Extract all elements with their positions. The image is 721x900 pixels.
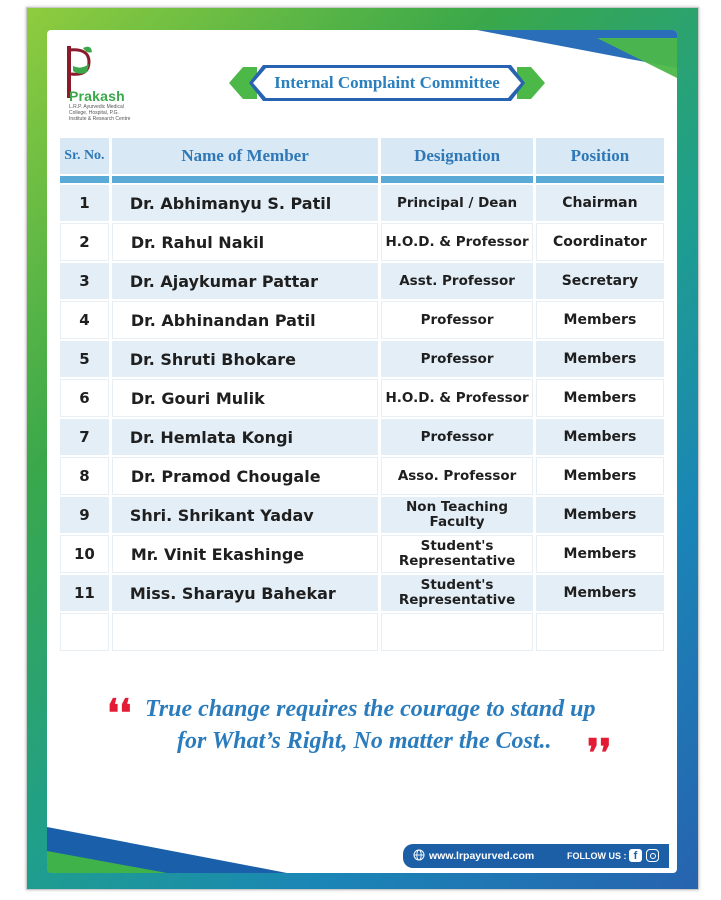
facebook-icon[interactable]: f — [629, 849, 642, 862]
table-row — [60, 535, 664, 573]
cell-position: Members — [536, 379, 664, 417]
table-row — [60, 457, 664, 495]
quote-close-icon: ❜❜ — [587, 730, 612, 775]
corner-decoration-bottom-green — [47, 851, 167, 873]
cell-designation: Student's Representative — [381, 575, 533, 611]
cell-empty — [60, 613, 109, 651]
table-row — [60, 419, 664, 455]
follow-us-label: FOLLOW US : — [567, 851, 627, 861]
cell-position: Members — [536, 497, 664, 533]
instagram-icon[interactable] — [646, 849, 659, 862]
cell-empty — [536, 613, 664, 651]
cell-designation: H.O.D. & Professor — [381, 223, 533, 261]
cell-name: Dr. Abhimanyu S. Patil — [112, 185, 378, 221]
cell-name: Dr. Hemlata Kongi — [112, 419, 378, 455]
cell-designation: Professor — [381, 419, 533, 455]
cell-position: Coordinator — [536, 223, 664, 261]
table-row — [60, 223, 664, 261]
college-logo — [59, 40, 129, 120]
cell-designation: Professor — [381, 341, 533, 377]
table-row — [60, 341, 664, 377]
globe-icon — [413, 849, 425, 861]
stripe-cell — [536, 176, 664, 183]
cell-name: Mr. Vinit Ekashinge — [112, 535, 378, 573]
poster-body — [47, 30, 677, 873]
corner-decoration-green — [597, 38, 677, 78]
table-row-empty — [60, 613, 664, 651]
cell-designation: Asst. Professor — [381, 263, 533, 299]
cell-name: Shri. Shrikant Yadav — [112, 497, 378, 533]
cell-name: Dr. Rahul Nakil — [112, 223, 378, 261]
cell-empty — [381, 613, 533, 651]
table-row — [60, 263, 664, 299]
title-banner — [229, 63, 545, 103]
cell-designation: H.O.D. & Professor — [381, 379, 533, 417]
cell-sr: 3 — [60, 263, 109, 299]
cell-sr: 4 — [60, 301, 109, 339]
logo-name: Prakash — [69, 88, 125, 104]
table-header-row — [60, 138, 664, 174]
header-designation: Designation — [381, 138, 533, 174]
table-row — [60, 185, 664, 221]
quote-line-2: for What’s Right, No matter the Cost.. — [177, 728, 552, 754]
cell-sr: 5 — [60, 341, 109, 377]
cell-sr: 8 — [60, 457, 109, 495]
stripe-cell — [60, 176, 109, 183]
cell-sr: 2 — [60, 223, 109, 261]
cell-position: Chairman — [536, 185, 664, 221]
stripe-cell — [112, 176, 378, 183]
cell-name: Dr. Shruti Bhokare — [112, 341, 378, 377]
cell-name: Dr. Abhinandan Patil — [112, 301, 378, 339]
quote-line-1: True change requires the courage to stand up — [145, 696, 596, 722]
cell-designation: Student's Representative — [381, 535, 533, 573]
cell-sr: 11 — [60, 575, 109, 611]
website-link[interactable]: www.lrpayurved.com — [429, 850, 535, 862]
quote-open-icon: ❛❛ — [107, 690, 132, 735]
cell-position: Members — [536, 457, 664, 495]
header-sr-no: Sr. No. — [60, 138, 109, 174]
table-row — [60, 575, 664, 611]
cell-sr: 10 — [60, 535, 109, 573]
cell-empty — [112, 613, 378, 651]
cell-position: Members — [536, 341, 664, 377]
cell-sr: 7 — [60, 419, 109, 455]
header-divider-stripe — [60, 176, 664, 183]
cell-designation: Non Teaching Faculty — [381, 497, 533, 533]
table-row — [60, 379, 664, 417]
table-row — [60, 301, 664, 339]
cell-name: Dr. Ajaykumar Pattar — [112, 263, 378, 299]
cell-name: Dr. Gouri Mulik — [112, 379, 378, 417]
cell-position: Members — [536, 419, 664, 455]
cell-position: Members — [536, 535, 664, 573]
cell-designation: Professor — [381, 301, 533, 339]
logo-subtitle: L.R.P. Ayurvedic Medical College, Hospital, P.G. Institute & Research Centre — [69, 104, 131, 122]
cell-position: Members — [536, 301, 664, 339]
committee-table — [57, 136, 667, 653]
poster-frame — [26, 7, 699, 890]
header-position: Position — [536, 138, 664, 174]
stripe-cell — [381, 176, 533, 183]
cell-name: Miss. Sharayu Bahekar — [112, 575, 378, 611]
cell-designation: Principal / Dean — [381, 185, 533, 221]
footer-bar — [403, 844, 669, 868]
cell-name: Dr. Pramod Chougale — [112, 457, 378, 495]
cell-sr: 9 — [60, 497, 109, 533]
cell-position: Members — [536, 575, 664, 611]
header-name: Name of Member — [112, 138, 378, 174]
cell-designation: Asso. Professor — [381, 457, 533, 495]
cell-sr: 6 — [60, 379, 109, 417]
cell-position: Secretary — [536, 263, 664, 299]
page-title: Internal Complaint Committee — [274, 73, 500, 92]
cell-sr: 1 — [60, 185, 109, 221]
table-row — [60, 497, 664, 533]
